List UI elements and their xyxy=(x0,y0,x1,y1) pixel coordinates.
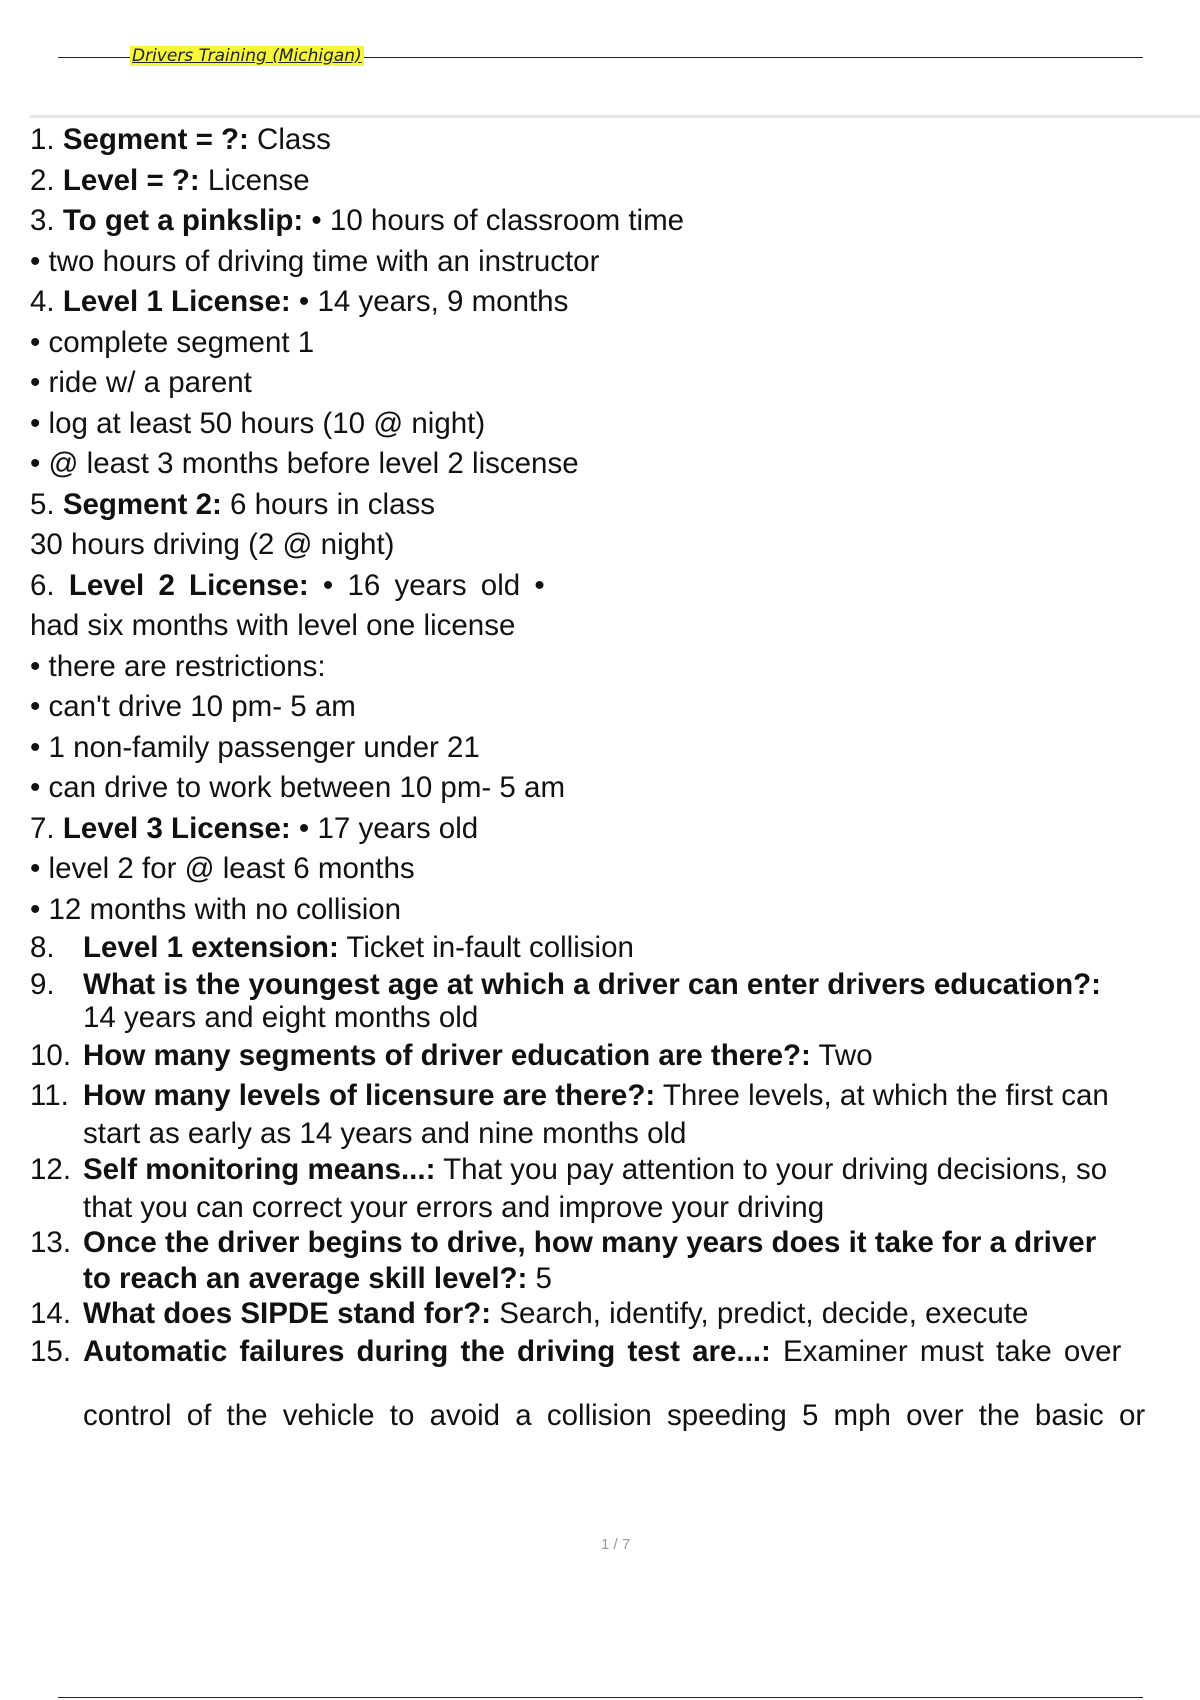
list-item-detail: • 12 months with no collision xyxy=(30,892,402,926)
list-item-detail: • two hours of driving time with an instructor xyxy=(30,244,600,278)
list-item: 12. Self monitoring means...: That you pay attention to your driving decisions, so that you can correct your errors and improve your driving xyxy=(30,1153,1108,1224)
document-title: Drivers Training (Michigan) xyxy=(132,46,362,66)
list-item: 1. Segment = ?: Class xyxy=(30,123,331,156)
content-top-rule xyxy=(30,115,1200,118)
list-item: 8. Level 1 extension: Ticket in-fault collision xyxy=(30,931,634,964)
list-item-detail: • log at least 50 hours (10 @ night) xyxy=(30,406,486,440)
list-item: 14. What does SIPDE stand for?: Search, identify, predict, decide, execute xyxy=(30,1297,1029,1330)
list-item: 13. Once the driver begins to drive, how many years does it take for a driver to reach an average skill level?: 5 xyxy=(30,1226,1097,1295)
list-item: 6. Level 2 License: • 16 years old • xyxy=(30,568,545,602)
numbered-list xyxy=(30,928,1200,1435)
list-item: 2. Level = ?: License xyxy=(30,163,310,197)
list-item-detail: • complete segment 1 xyxy=(30,325,315,359)
list-item-detail: had six months with level one license xyxy=(30,609,516,642)
list-item: 11. How many levels of licensure are there?: Three levels, at which the first can start as early as 14 years and nine months old xyxy=(30,1079,1109,1150)
list-item: 3. To get a pinkslip: • 10 hours of classroom time xyxy=(30,204,685,237)
list-item-detail: • can't drive 10 pm- 5 am xyxy=(30,690,356,723)
list-item-detail: 30 hours driving (2 @ night) xyxy=(30,528,395,561)
list-item: 5. Segment 2: 6 hours in class xyxy=(30,487,435,521)
list-item-detail: • ride w/ a parent xyxy=(30,366,252,399)
page-header xyxy=(58,44,1143,68)
list-item: 10. How many segments of driver education are there?: Two xyxy=(30,1039,873,1072)
list-item-detail: • can drive to work between 10 pm- 5 am xyxy=(30,771,566,804)
list-item: 7. Level 3 License: • 17 years old xyxy=(30,811,479,845)
list-item: 4. Level 1 License: • 14 years, 9 months xyxy=(30,285,569,318)
flashcard-content xyxy=(30,120,1200,1435)
list-item-detail: • level 2 for @ least 6 months xyxy=(30,852,415,885)
list-item-detail: • @ least 3 months before level 2 liscense xyxy=(30,447,579,480)
list-item: 15. Automatic failures during the driving test are...: Examiner must take over control of the vehicle to avoid a collision speeding 5 mph over the basic or xyxy=(30,1335,1146,1432)
list-item: 9. What is the youngest age at which a driver can enter drivers education?: 14 years and eight months old xyxy=(30,968,1101,1034)
list-item-detail: • 1 non-family passenger under 21 xyxy=(30,730,480,764)
list-item-detail: • there are restrictions: xyxy=(30,649,326,683)
page-number: 1 / 7 xyxy=(601,1536,631,1553)
page-bottom-rule xyxy=(58,1697,1143,1698)
